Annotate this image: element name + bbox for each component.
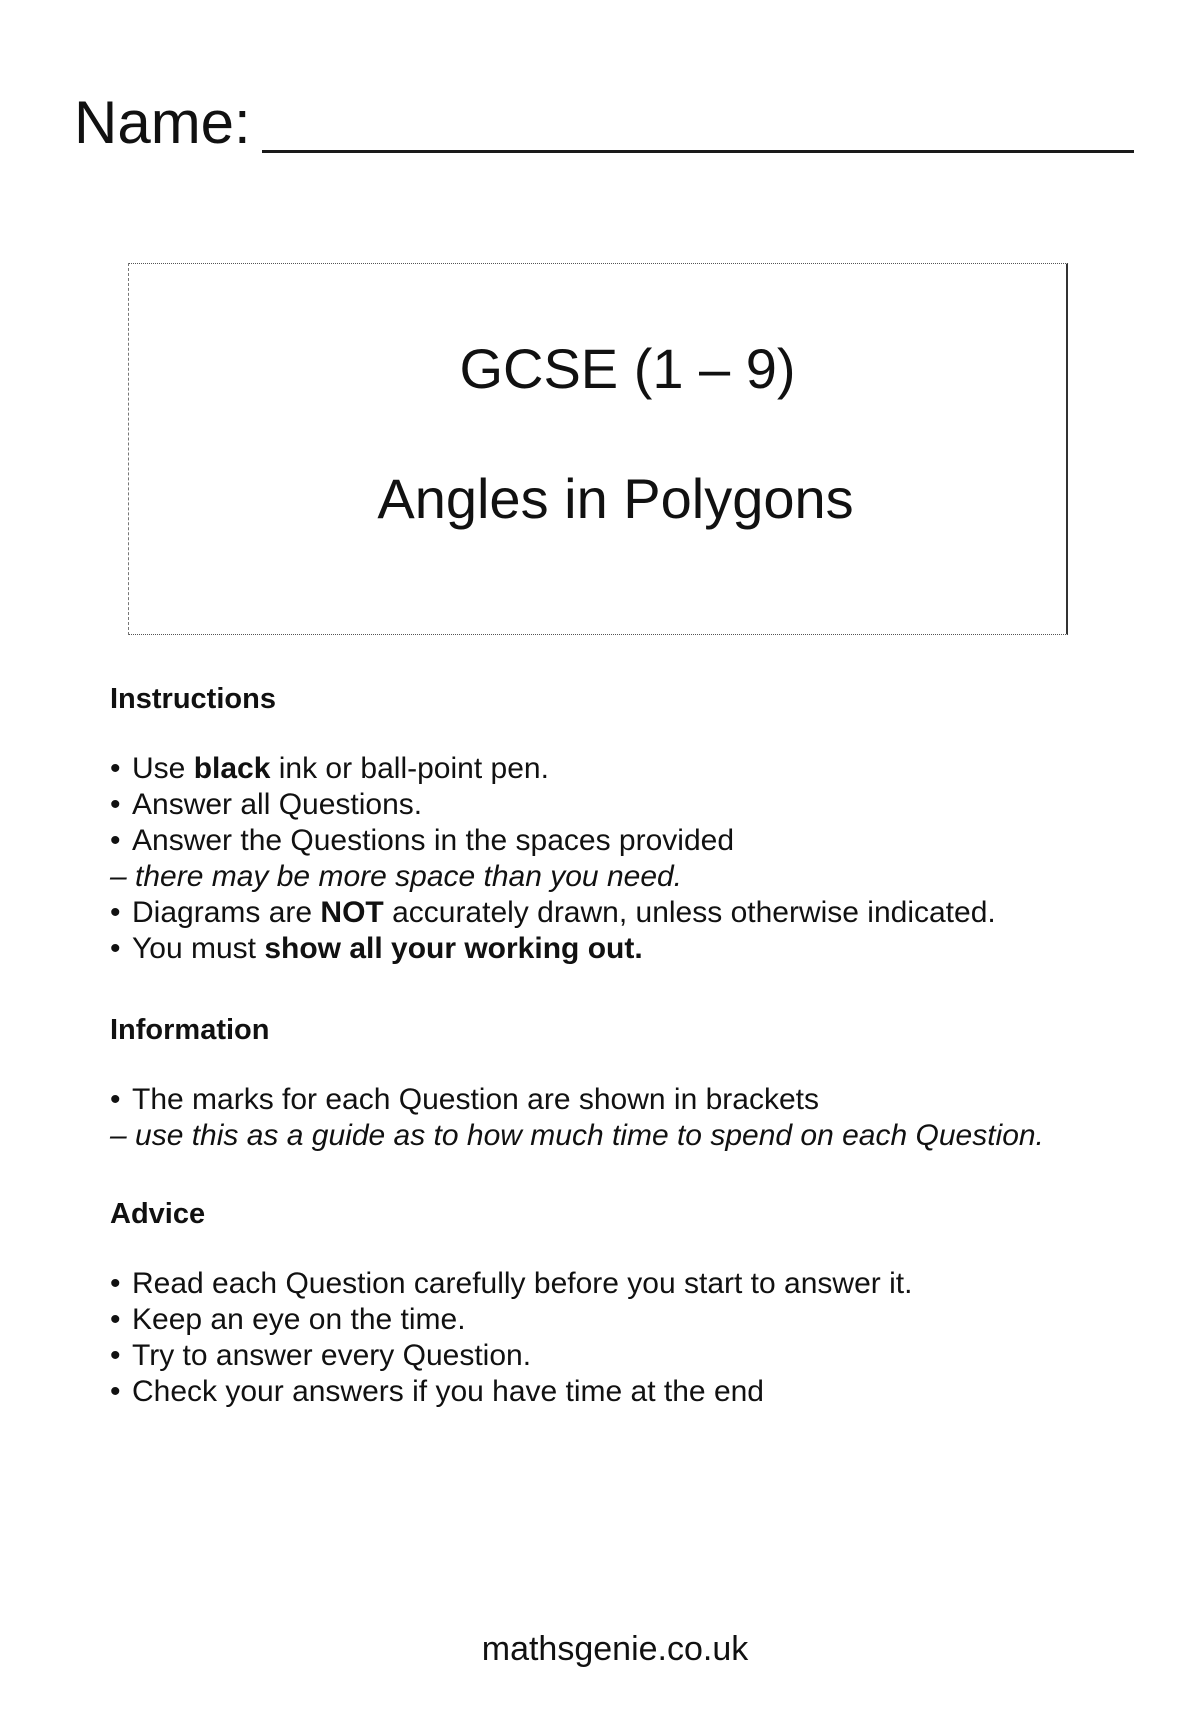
advice-item: • Keep an eye on the time. [110, 1303, 466, 1336]
bullet: • [110, 824, 121, 857]
instruction-item: • You must show all your working out. [110, 932, 643, 965]
title-box [128, 263, 1068, 635]
footer-site-url: mathsgenie.co.uk [481, 1630, 749, 1668]
name-write-line [262, 150, 1134, 153]
instruction-note: – there may be more space than you need. [110, 860, 683, 893]
instruction-item: • Use black ink or ball-point pen. [110, 752, 549, 785]
bullet: • [110, 1303, 121, 1336]
instruction-item: • Diagrams are NOT accurately drawn, unless otherwise indicated. [110, 896, 996, 929]
advice-heading: Advice [110, 1198, 206, 1230]
bullet: • [110, 932, 121, 965]
information-note: – use this as a guide as to how much time to spend on each Question. [110, 1119, 1044, 1152]
bullet: • [110, 896, 121, 929]
information-heading: Information [110, 1014, 270, 1046]
bullet: • [110, 752, 121, 785]
instruction-item: • Answer the Questions in the spaces provided [110, 824, 735, 857]
bullet: • [110, 1083, 121, 1116]
bullet: • [110, 788, 121, 821]
instructions-heading: Instructions [110, 683, 276, 715]
exam-level-title: GCSE (1 – 9) [459, 337, 796, 400]
bullet: • [110, 1267, 121, 1300]
topic-title: Angles in Polygons [377, 467, 854, 530]
bullet: • [110, 1339, 121, 1372]
instruction-item: • Answer all Questions. [110, 788, 423, 821]
name-label: Name: [74, 89, 251, 156]
advice-item: • Try to answer every Question. [110, 1339, 532, 1372]
advice-item: • Check your answers if you have time at the end [110, 1375, 764, 1408]
advice-item: • Read each Question carefully before you start to answer it. [110, 1267, 913, 1300]
bullet: • [110, 1375, 121, 1408]
information-item: • The marks for each Question are shown in brackets [110, 1083, 819, 1116]
name-field-row [74, 88, 1134, 158]
